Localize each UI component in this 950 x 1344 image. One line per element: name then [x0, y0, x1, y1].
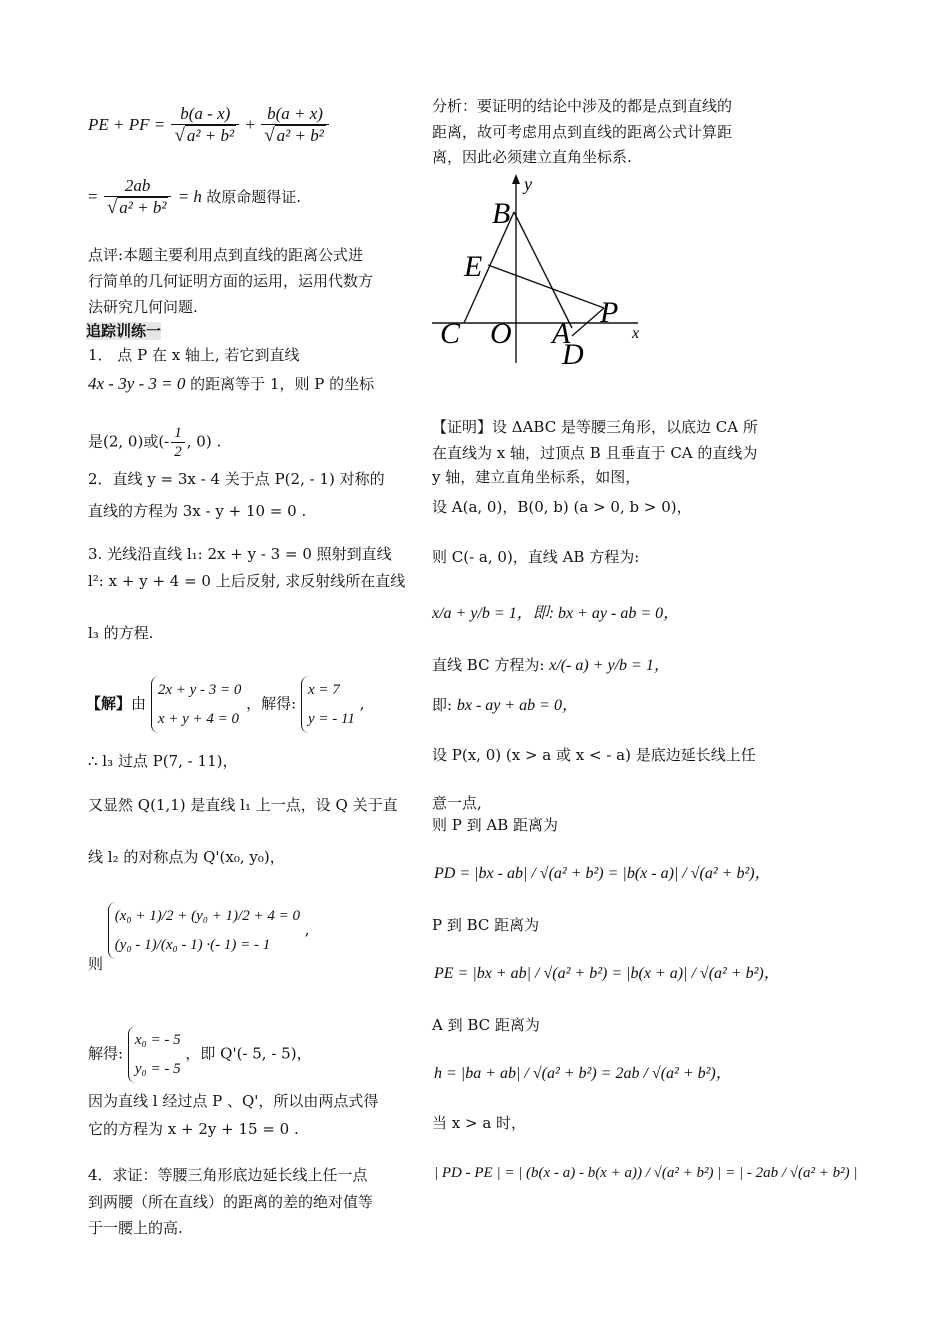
remark-line: 行简单的几何证明方面的运用，运用代数方	[88, 272, 374, 290]
system-eq: y₀ = - 5	[134, 1060, 181, 1077]
q1-text: 的距离等于 1，则 P 的坐标	[190, 375, 375, 393]
eq-tail: = h	[177, 187, 202, 206]
q2-line2: 直线的方程为 3x - y + 10 = 0 .	[88, 502, 307, 520]
solution-by: 由	[131, 694, 147, 713]
frac-den: a² + b²	[276, 126, 324, 146]
pd-equation: PD = |bx - ab| / √(a² + b²) = |b(x - a)| / √(a² + b²)，	[434, 865, 771, 882]
pe-pf-equation: PE + PF = $\frac{b(a - x)}{\text{√ a² + b²}}$ + $\frac{b(a + x)}{\text{√ a² + b²}}$	[88, 104, 331, 148]
eq-lhs: PE + PF =	[88, 115, 166, 134]
then-c-line: 则 C(- a, 0)，直线 AB 方程为:	[432, 548, 640, 566]
label-x: x	[632, 325, 640, 342]
diff-equation: | PD - PE | = | (b(x - a) - b(x + a)) / √(a² + b²) | = | - 2ab / √(a² + b²) |	[434, 1165, 858, 1181]
remark-line: 法研究几何问题.	[88, 298, 198, 316]
set-p-line2: 意一点,	[432, 794, 482, 812]
label-e: E	[464, 250, 483, 283]
label-c: C	[440, 317, 461, 350]
label-o: O	[490, 317, 512, 350]
q4-line: 于一腰上的高.	[88, 1219, 183, 1237]
q3-line2: l²: x + y + 4 = 0 上后反射, 求反射线所在直线	[88, 572, 406, 590]
q1-line3	[88, 424, 221, 461]
analysis-line: 距离，故可考虑用点到直线的距离公式计算距	[432, 123, 733, 141]
bc-line2	[432, 696, 578, 715]
system-eq: (y₀ - 1)/(x₀ - 1) ·(- 1) = - 1	[114, 936, 271, 953]
h-equation: = $\frac{2ab}{\text{√ a² + b²}}$ = h 故原命题得证.	[88, 176, 301, 219]
q3-line3: l₃ 的方程.	[88, 624, 154, 642]
therefore-line: ∴ l₃ 过点 P(7, - 11)，	[88, 752, 238, 770]
because-line2: 它的方程为 x + 2y + 15 = 0 .	[88, 1120, 299, 1138]
p-to-bc-line: P 到 BC 距离为	[432, 916, 540, 934]
h-equation-right: h = |ba + ab| / √(a² + b²) = 2ab / √(a² + b²)，	[434, 1065, 732, 1082]
analysis-line: 分析：要证明的结论中涉及的都是点到直线的	[432, 97, 733, 115]
label-b: B	[492, 197, 511, 230]
a-to-bc-line: A 到 BC 距离为	[432, 1016, 540, 1034]
solution-system: 【解】由 2x + y - 3 = 0 x + y + 4 = 0 ，解得: x = 7 y = - 11 ,	[86, 676, 364, 733]
also-line2: 线 l₂ 的对称点为 Q'(x₀, y₀)，	[88, 848, 285, 866]
y-arrow-icon	[512, 174, 520, 184]
segment-ep	[488, 265, 604, 308]
q1-line2	[88, 374, 374, 394]
solution-mid: ，解得:	[246, 694, 297, 713]
system-eq: x = 7	[308, 682, 340, 698]
proof-done-text: 故原命题得证.	[206, 188, 301, 206]
system-eq: x + y + 4 = 0	[157, 710, 239, 727]
label-d: D	[562, 338, 584, 371]
also-line1: 又显然 Q(1,1) 是直线 l₁ 上一点，设 Q 关于直	[88, 796, 398, 814]
pe-equation: PE = |bx + ab| / √(a² + b²) = |b(x + a)| / √(a² + b²)，	[434, 965, 780, 982]
side-ba	[514, 212, 572, 328]
q1-answer-a: 是(2, 0)或(-	[88, 432, 170, 451]
system-eq: y = - 11	[308, 710, 355, 727]
bc-line	[432, 656, 670, 675]
frac-num: b(a - x)	[171, 104, 239, 125]
solved-line	[88, 1026, 312, 1083]
q1-line1: 1． 点 P 在 x 轴上, 若它到直线	[88, 346, 300, 364]
solved-tail: ，即 Q'(- 5, - 5)，	[185, 1044, 312, 1063]
ie-label: 即:	[432, 696, 453, 714]
q4-line: 到两腰（所在直线）的距离的差的绝对值等	[88, 1193, 374, 1211]
q3-line1: 3. 光线沿直线 l₁: 2x + y - 3 = 0 照射到直线	[88, 545, 392, 563]
label-a: A	[552, 317, 571, 350]
system-eq: 2x + y - 3 = 0	[157, 682, 242, 698]
q2-line1: 2．直线 y = 3x - 4 关于点 P(2, - 1) 对称的	[88, 470, 385, 488]
solution-tag: 【解】	[86, 694, 132, 713]
then-label: 则	[88, 954, 104, 973]
p-to-ab-line: 则 P 到 AB 距离为	[432, 816, 559, 834]
q1-equation: 4x - 3y - 3 = 0	[88, 374, 186, 393]
system-eq: x₀ = - 5	[134, 1032, 181, 1048]
label-y: y	[524, 174, 532, 194]
frac-den: 2	[174, 444, 182, 460]
q4-line: 4．求证：等腰三角形底边延长线上任一点	[88, 1166, 368, 1184]
label-p: P	[600, 296, 619, 329]
proof-line1: 【证明】设 ΔABC 是等腰三角形，以底边 CA 所	[432, 418, 758, 436]
symmetric-system: 则 (x₀ + 1)/2 + (y₀ + 1)/2 + 4 = 0 (y₀ - 1)/(x₀ - 1) ·(- 1) = - 1 ,	[88, 902, 310, 959]
set-p-line1: 设 P(x, 0) (x > a 或 x < - a) 是底边延长线上任	[432, 746, 756, 764]
because-line1: 因为直线 l 经过点 P 、Q'，所以由两点式得	[88, 1092, 379, 1110]
bc-equation: x/(- a) + y/b = 1，	[549, 657, 670, 674]
frac-num: b(a + x)	[261, 104, 329, 125]
remark-line: 点评:本题主要利用点到直线的距离公式进	[88, 246, 364, 264]
bc-equation2: bx - ay + ab = 0，	[456, 697, 578, 714]
frac-den: a² + b²	[186, 126, 235, 146]
when-line: 当 x > a 时，	[432, 1114, 527, 1132]
triangle-figure	[428, 168, 658, 378]
solved-label: 解得:	[88, 1044, 124, 1063]
proof-line2: 在直线为 x 轴，过顶点 B 且垂直于 CA 的直线为	[432, 444, 758, 462]
q1-answer-b: , 0) .	[186, 432, 222, 451]
bc-label: 直线 BC 方程为:	[432, 656, 545, 674]
system-eq: (x₀ + 1)/2 + (y₀ + 1)/2 + 4 = 0	[114, 908, 300, 924]
ab-equation: x/a + y/b = 1，即: bx + ay - ab = 0，	[432, 605, 680, 622]
proof-line3: y 轴，建立直角坐标系，如图，	[432, 468, 641, 486]
analysis-line: 离，因此必须建立直角坐标系.	[432, 148, 632, 166]
section-title: 追踪训练一	[86, 322, 162, 340]
frac-num: 2ab	[104, 176, 172, 197]
frac-den: a² + b²	[119, 198, 167, 218]
frac-num: 1	[171, 424, 185, 443]
set-coords-line: 设 A(a, 0)，B(0, b) (a > 0, b > 0)，	[432, 498, 692, 516]
